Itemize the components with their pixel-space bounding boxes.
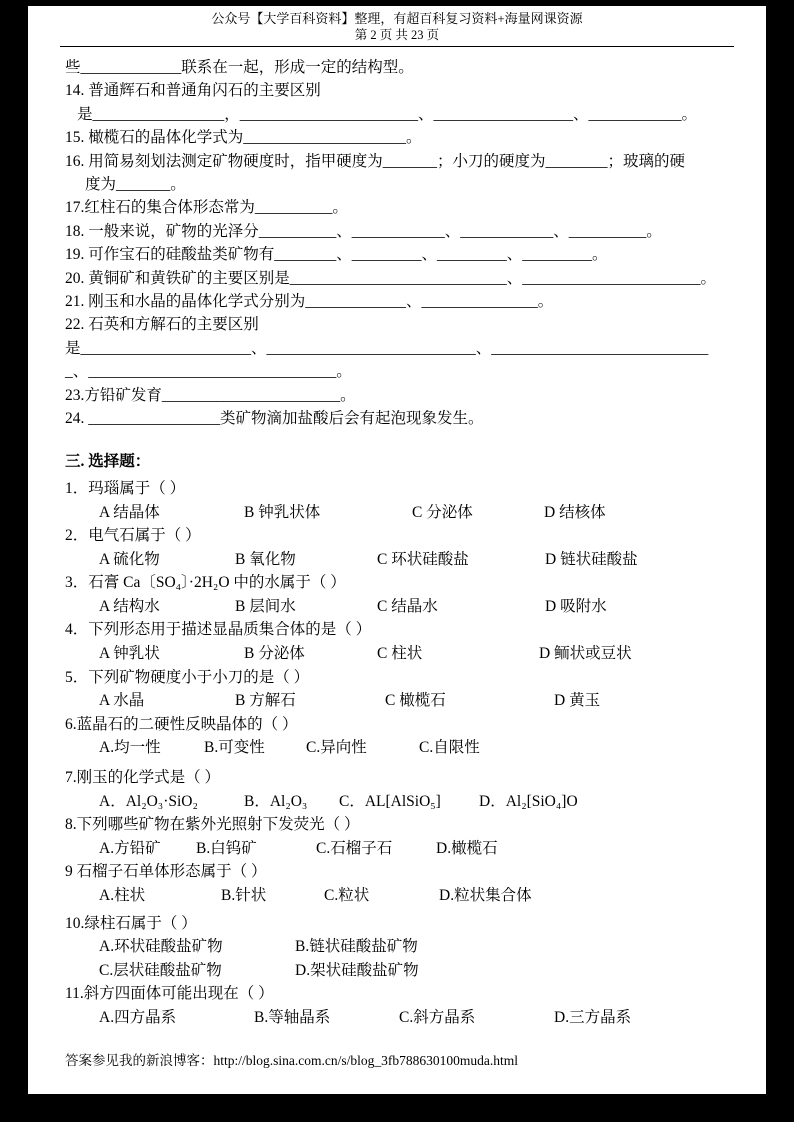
options-row [65, 501, 738, 525]
option: D.三方晶系 [554, 1008, 632, 1026]
option: B.白钨矿 [196, 839, 257, 857]
fill-line: 15. 橄榄石的晶体化学式为_____________________。 [65, 129, 422, 147]
fill-line: 20. 黄铜矿和黄铁矿的主要区别是____________________________、_______________________。 [65, 269, 717, 287]
options-row [65, 1006, 738, 1030]
option: C 柱状 [377, 645, 423, 663]
fill-line: 是______________________、___________________________、____________________________ [65, 339, 709, 357]
options-row [65, 736, 738, 760]
page-content [28, 47, 766, 1030]
question-text: 3．石膏 Ca〔SO₄〕·2H₂O 中的水属于（ ） [65, 574, 346, 592]
options-row [65, 884, 738, 908]
question-text: 1．玛瑙属于（ ） [65, 479, 186, 497]
fill-line: 是_________________，_______________________、__________________、____________。 [77, 105, 698, 123]
fill-line: _、________________________________。 [65, 363, 352, 381]
options-row [65, 837, 738, 861]
options-row [65, 595, 738, 619]
header-source-line: 公众号【大学百科资料】整理，有超百科复习资料+海量网课资源 [211, 11, 583, 26]
question-text: 9 石榴子石单体形态属于（ ） [65, 863, 267, 881]
mc-question-9 [65, 860, 738, 907]
section-title: 三. 选择题： [65, 452, 151, 470]
question-text: 11.斜方四面体可能出现在（ ） [65, 985, 274, 1003]
option: B.可变性 [204, 739, 265, 757]
option: D.橄榄石 [436, 839, 498, 857]
option: C.斜方晶系 [399, 1008, 476, 1026]
option: C.自限性 [419, 739, 480, 757]
fill-line: 度为_______。 [85, 176, 186, 194]
mc-question-5 [65, 666, 738, 713]
option: A.均一性 [99, 739, 161, 757]
option: C.石榴子石 [316, 839, 393, 857]
option: A.四方晶系 [99, 1008, 177, 1026]
option: A．Al₂O₃·SiO₂ [99, 792, 198, 810]
page-header [28, 6, 766, 43]
option: B 层间水 [235, 597, 296, 615]
question-text: 4．下列形态用于描述显晶质集合体的是（ ） [65, 621, 372, 639]
page-number: 第 2 页 共 23 页 [354, 28, 440, 42]
mc-question-4 [65, 618, 738, 665]
fill-line: 14. 普通辉石和普通角闪石的主要区别 [65, 82, 321, 100]
option: D．Al₂[SiO₄]O [479, 792, 578, 810]
option: A 水晶 [99, 692, 145, 710]
option: A 结晶体 [99, 503, 160, 521]
question-text: 5．下列矿物硬度小于小刀的是（ ） [65, 668, 310, 686]
option: A 钟乳状 [99, 645, 160, 663]
question-text: 7.刚玉的化学式是（ ） [65, 769, 221, 787]
option: C.异向性 [306, 739, 367, 757]
option: C 环状硅酸盐 [377, 550, 469, 568]
mc-question-3 [65, 571, 738, 618]
fill-line: 23.方铅矿发育_______________________。 [65, 386, 356, 404]
fill-line: 24. _________________类矿物滴加盐酸后会有起泡现象发生。 [65, 410, 484, 428]
option: D.架状硅酸盐矿物 [295, 961, 419, 979]
options-row [65, 790, 738, 814]
question-text: 10.绿柱石属于（ ） [65, 914, 197, 932]
options-row [65, 642, 738, 666]
page-footer: 答案参见我的新浪博客：http://blog.sina.com.cn/s/blog_3fb788630100muda.html [65, 1053, 518, 1068]
option: D 链状硅酸盐 [545, 550, 638, 568]
question-text: 2．电气石属于（ ） [65, 527, 201, 545]
mc-question-7 [65, 766, 738, 813]
option: D 鲕状或豆状 [539, 645, 632, 663]
mc-question-8 [65, 813, 738, 860]
option: A 结构水 [99, 597, 160, 615]
options-grid [65, 935, 738, 982]
option: D.粒状集合体 [439, 887, 532, 904]
question-text: 8.下列哪些矿物在紫外光照射下发荧光（ ） [65, 816, 360, 834]
option: B 方解石 [235, 692, 296, 710]
option: B.针状 [221, 887, 267, 904]
option: B.等轴晶系 [254, 1008, 331, 1026]
option: D 结核体 [544, 503, 606, 521]
option: C 结晶水 [377, 597, 438, 615]
fill-line: 18. 一般来说，矿物的光泽分__________、____________、____________、__________。 [65, 222, 662, 240]
option: C．AL[AlSiO₅] [339, 792, 441, 810]
mc-question-11 [65, 982, 738, 1029]
option: C.层状硅酸盐矿物 [99, 961, 222, 979]
option: C 分泌体 [412, 503, 473, 521]
option: D 吸附水 [545, 597, 607, 615]
option: B 钟乳状体 [244, 503, 321, 521]
fill-line: 17.红柱石的集合体形态常为__________。 [65, 199, 348, 217]
option: B.链状硅酸盐矿物 [295, 938, 418, 956]
options-row [65, 689, 738, 713]
options-row [65, 548, 738, 572]
fill-line: 些_____________联系在一起，形成一定的结构型。 [65, 59, 414, 76]
option: B 分泌体 [244, 645, 305, 663]
option: A 硫化物 [99, 550, 160, 568]
option: D 黄玉 [554, 692, 601, 710]
mc-question-1 [65, 477, 738, 524]
option: C.粒状 [324, 887, 370, 904]
mc-question-10 [65, 912, 738, 983]
option: B．Al₂O₃ [244, 792, 308, 810]
fill-line: 16. 用简易刻划法测定矿物硬度时，指甲硬度为_______；小刀的硬度为________；玻璃的硬 [65, 152, 686, 170]
document-page [28, 6, 766, 1094]
option: C 橄榄石 [385, 692, 446, 710]
option: A.柱状 [99, 887, 146, 904]
option: A.环状硅酸盐矿物 [99, 938, 223, 956]
fill-line: 21. 刚玉和水晶的晶体化学式分别为_____________、_______________。 [65, 293, 554, 311]
question-text: 6.蓝晶石的二硬性反映晶体的（ ） [65, 715, 298, 733]
option: A.方铅矿 [99, 839, 161, 857]
fill-line: 19. 可作宝石的硅酸盐类矿物有________、_________、_________、_________。 [65, 246, 608, 264]
option: B 氧化物 [235, 550, 296, 568]
mc-question-6 [65, 713, 738, 760]
mc-question-2 [65, 524, 738, 571]
fill-line: 22. 石英和方解石的主要区别 [65, 316, 259, 334]
